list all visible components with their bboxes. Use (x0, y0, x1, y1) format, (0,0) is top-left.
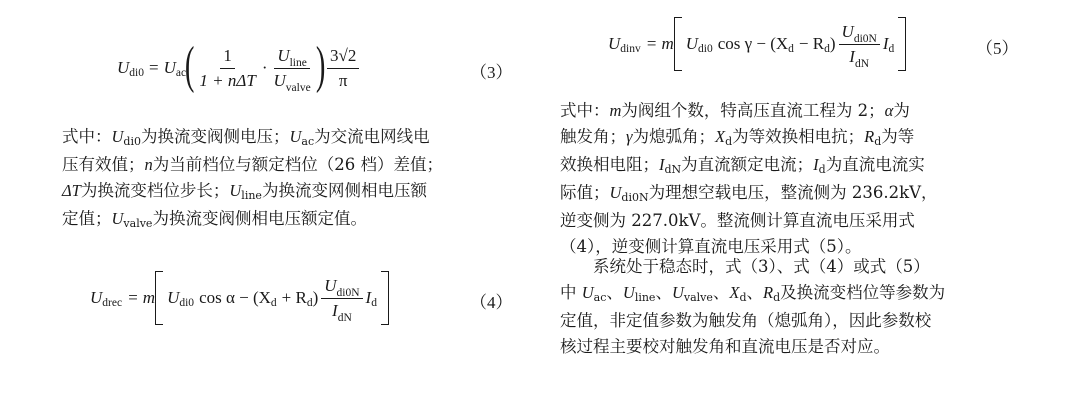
eq3-uline: U (277, 45, 290, 65)
left-para-line-3: ΔT为换流变档位步长；Uline为换流变网侧相电压额 (62, 181, 427, 202)
right-para2-line-4: 核过程主要校对触发角和直流电压是否对应。 (560, 337, 890, 356)
eq5-open-bracket (674, 17, 682, 71)
eq3-close-paren: ) (315, 37, 326, 94)
eq5-lhs-sub: dinv (620, 43, 641, 55)
left-para-line-1: 式中：Udi0为换流变阀侧电压；Uac为交流电网线电 (62, 127, 430, 148)
left-para-line-2: 压有效值；n为当前档位与额定档位（26 档）差值； (62, 155, 443, 174)
eq5-minus-rd: − R (798, 34, 825, 53)
eq5-equals-m: = m (645, 34, 674, 53)
eq3-lhs: U (117, 58, 130, 77)
eq3-frac-2 (270, 45, 313, 94)
equation-5-body (608, 14, 906, 74)
equation-3 (62, 38, 530, 98)
equation-5-number: （5） (976, 39, 1019, 58)
eq4-lhs-sub: drec (102, 297, 123, 309)
left-paragraph (62, 124, 530, 234)
eq4-xd-sub: d (270, 297, 277, 309)
eq3-frac-1-num: 1 (220, 46, 235, 69)
eq4-cos: cos α − (X (199, 288, 271, 307)
right-para-line-5: 逆变侧为 227.0kV。整流侧计算直流电压采用式 (560, 211, 915, 230)
eq4-udi0-sub: di0 (179, 297, 195, 309)
eq4-plus-rd: + R (281, 288, 307, 307)
equation-4-number: （4） (470, 293, 513, 312)
right-para-line-3: 效换相电阻；IdN为直流额定电流；Id为直流电流实 (560, 155, 925, 176)
right-para-line-1: 式中：m为阀组个数，特高压直流工程为 2；α为 (560, 101, 910, 120)
eq3-uvalve: U (273, 70, 286, 90)
eq3-u: U (163, 58, 176, 77)
equation-4 (62, 268, 530, 328)
right-para2-line-1: 系统处于稳态时，式（3）、式（4）或式（5） (593, 257, 930, 276)
eq3-frac-3 (327, 46, 359, 90)
eq3-open-paren: ( (184, 37, 195, 94)
equation-4-body (90, 268, 389, 328)
eq5-udi0: U (685, 34, 699, 53)
eq4-udi0: U (167, 288, 180, 307)
equation-5 (560, 14, 1030, 74)
eq4-close-bracket (381, 271, 389, 325)
eq3-frac-1 (196, 46, 258, 90)
eq5-rd-sub: d (824, 43, 830, 55)
eq5-close-paren: ) (829, 34, 836, 53)
eq3-frac-1-den: 1 + nΔT (199, 70, 256, 90)
eq4-close-paren: ) (312, 288, 319, 307)
right-paragraph (560, 98, 1030, 260)
eq3-frac-3-num: 3√2 (327, 46, 359, 69)
eq5-frac: $\frac{U_{di0N}}{I_{dN}}$ (839, 22, 880, 66)
right-para-line-2: 触发角；γ为熄弧角；Xd为等效换相电抗；Rd为等 (560, 127, 915, 148)
eq5-id-sub: d (888, 43, 895, 55)
eq5-xd-sub: d (788, 43, 794, 55)
eq4-lhs: U (90, 288, 103, 307)
eq4-open-bracket (155, 271, 163, 325)
eq3-lhs-sub: di0 (129, 67, 144, 79)
eq3-equals: = (148, 58, 159, 77)
equation-3-body (117, 38, 362, 98)
right-para2-line-2: 中 Uac、Uline、Uvalve、Xd、Rd及换流变档位等参数为 (560, 283, 946, 304)
eq4-frac: $\frac{U_{di0N}}{I_{dN}}$ (321, 276, 362, 320)
right-para2-line-3: 定值，非定值参数为触发角（熄弧角），因此参数校 (560, 311, 932, 330)
right-paragraph-2 (560, 254, 1030, 360)
eq5-id: I (882, 34, 889, 53)
eq3-u-sub: ac (175, 67, 187, 79)
eq4-id: I (365, 288, 372, 307)
right-para-line-4: 际值；Udi0N为理想空载电压，整流侧为 236.2kV， (560, 183, 938, 204)
eq5-cos: cos γ − (X (717, 34, 789, 53)
equation-3-number: （3） (470, 63, 513, 82)
eq3-uvalve-sub: valve (285, 81, 311, 94)
eq5-lhs: U (608, 34, 621, 53)
eq3-dot: · (261, 58, 268, 77)
eq4-id-sub: d (371, 297, 377, 309)
eq3-uline-sub: line (289, 56, 307, 69)
eq5-udi0-sub: di0 (698, 43, 713, 55)
eq5-close-bracket (898, 17, 906, 71)
right-para-line-6: （4），逆变侧计算直流电压采用式（5）。 (560, 237, 862, 256)
eq3-frac-3-den: π (338, 70, 348, 90)
left-para-line-4: 定值；Uvalve为换流变阀侧相电压额定值。 (62, 209, 367, 230)
eq4-equals-m: = m (127, 288, 156, 307)
eq4-rd-sub: d (306, 297, 313, 309)
